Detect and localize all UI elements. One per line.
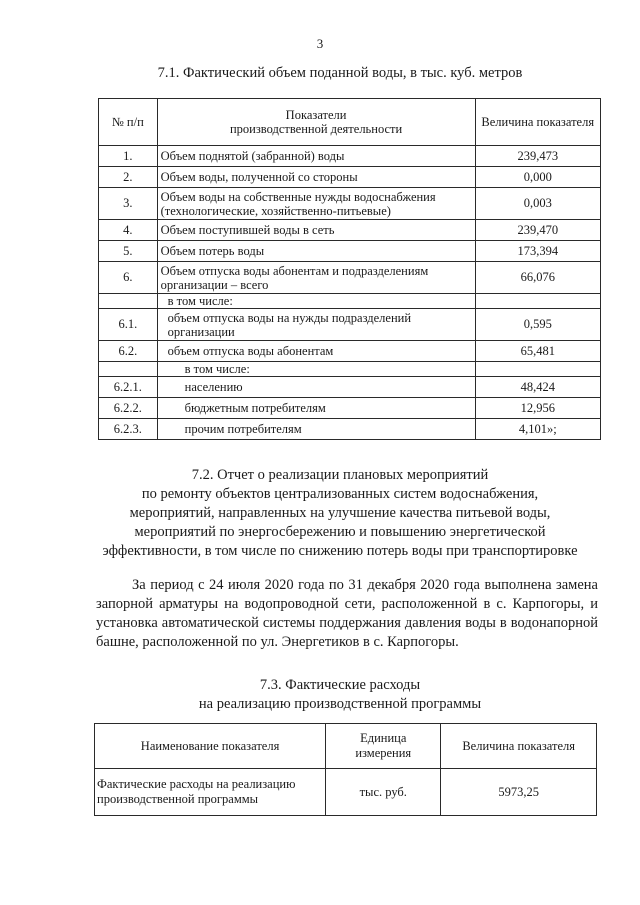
cell-indicator-line1: прочим потребителям (184, 422, 302, 436)
cell-num: 1. (99, 146, 158, 167)
header-indicator-line2: производственной деятельности (229, 122, 403, 136)
table-row (99, 241, 601, 262)
section-7-2-title-line: по ремонту объектов централизованных систем водоснабжения, (141, 486, 539, 502)
table-row (99, 262, 601, 294)
cell-num: 6. (99, 262, 158, 294)
cell-indicator (157, 188, 475, 220)
cell-indicator (157, 309, 475, 341)
cell-indicator (157, 341, 475, 362)
cell-num: 6.1. (99, 309, 158, 341)
cell-value: 173,394 (475, 241, 600, 262)
header-value: Величина показателя (475, 99, 600, 146)
table-header-row (95, 724, 597, 769)
cell-value: 66,076 (475, 262, 600, 294)
cell-indicator-line1: объем отпуска воды абонентам (167, 344, 334, 358)
section-7-1-title: 7.1. Фактический объем поданной воды, в тыс. куб. метров (157, 65, 523, 81)
table-row (99, 377, 601, 398)
table-row (99, 146, 601, 167)
header-indicator-line1: Показатели (285, 108, 347, 122)
cell-indicator (157, 398, 475, 419)
table-header-row (99, 99, 601, 146)
cell-value (475, 362, 600, 377)
cell-indicator-line1: Объем воды на собственные нужды водоснабжения (160, 189, 436, 204)
section-7-2-title (60, 466, 620, 561)
table-row (99, 419, 601, 440)
section-7-2-title-line: мероприятий по энергосбережению и повышению энергетической (134, 524, 546, 540)
table-row (99, 167, 601, 188)
header-num: № п/п (99, 99, 158, 146)
supplied-water-table-body (99, 146, 601, 440)
cell-indicator (157, 377, 475, 398)
cell-num: 3. (99, 188, 158, 220)
cell-indicator (157, 146, 475, 167)
cell-indicator-line1: Объем поступившей воды в сеть (160, 223, 335, 237)
cell-indicator-line1: Объем потерь воды (160, 244, 265, 258)
cell-value: 65,481 (475, 341, 600, 362)
page-number: 3 (316, 36, 324, 51)
cell-name-line2: производственной программы (97, 792, 259, 806)
cell-value: 12,956 (475, 398, 600, 419)
table-row (99, 294, 601, 309)
cell-indicator (157, 294, 475, 309)
cell-indicator-line1: в том числе: (167, 294, 233, 308)
cell-value: 0,000 (475, 167, 600, 188)
cell-num: 2. (99, 167, 158, 188)
cell-indicator-line2: организации – всего (160, 277, 269, 292)
cell-value: 4,101»; (475, 419, 600, 440)
cell-num: 6.2.1. (99, 377, 158, 398)
section-7-2-title-line: 7.2. Отчет о реализации плановых мероприятий (191, 467, 489, 483)
cell-indicator-line1: населению (184, 380, 243, 394)
cell-indicator-line1: Объем воды, полученной со стороны (160, 170, 358, 184)
header-unit-line1: Единица (360, 731, 407, 745)
cell-indicator (157, 419, 475, 440)
header-unit-line2: измерения (355, 746, 412, 760)
cell-num: 6.2. (99, 341, 158, 362)
cell-name (95, 769, 326, 816)
header-value: Величина показателя (441, 724, 597, 769)
cell-unit: тыс. руб. (326, 769, 441, 816)
header-name: Наименование показателя (95, 724, 326, 769)
cell-num (99, 362, 158, 377)
cell-num (99, 294, 158, 309)
table-row (99, 362, 601, 377)
cell-name-line1: Фактические расходы на реализацию (97, 777, 296, 791)
table-row (99, 341, 601, 362)
cell-indicator (157, 262, 475, 294)
cell-indicator-line1: объем отпуска воды на нужды подразделений (167, 310, 412, 325)
section-7-3-title-line1: 7.3. Фактические расходы (259, 677, 421, 693)
cell-indicator (157, 220, 475, 241)
header-indicator (157, 99, 475, 146)
table-row (99, 398, 601, 419)
section-7-2-title-line: мероприятий, направленных на улучшение качества питьевой воды, (129, 505, 551, 521)
cell-indicator (157, 241, 475, 262)
cell-value: 0,003 (475, 188, 600, 220)
cell-value (475, 294, 600, 309)
table-row (99, 220, 601, 241)
cell-num: 5. (99, 241, 158, 262)
supplied-water-table (98, 98, 601, 440)
cell-indicator-line1: бюджетным потребителям (184, 401, 326, 415)
section-7-2-title-line: эффективности, в том числе по снижению потерь воды при транспортировке (102, 543, 578, 559)
cell-indicator-line1: в том числе: (184, 362, 250, 376)
cell-indicator (157, 167, 475, 188)
cell-indicator (157, 362, 475, 377)
cell-value: 0,595 (475, 309, 600, 341)
cell-indicator-line1: Объем отпуска воды абонентам и подразделениям (160, 263, 429, 278)
section-7-3-title-line2: на реализацию производственной программы (198, 696, 482, 712)
table-row (99, 188, 601, 220)
table-row (95, 769, 597, 816)
table-row (99, 309, 601, 341)
section-7-2-paragraph: За период с 24 июля 2020 года по 31 декабря 2020 года выполнена замена запорной арматуры на водопроводной сети, расположенной в с. Карпогоры, и установка автоматической системы поддержания давления воды в водонапорной башне, расположенной по ул. Энергетиков в с. Карпогоры. (96, 577, 598, 650)
cell-value: 239,473 (475, 146, 600, 167)
cell-num: 6.2.3. (99, 419, 158, 440)
cell-indicator-line2: (технологические, хозяйственно-питьевые) (160, 203, 391, 218)
cell-value: 239,470 (475, 220, 600, 241)
section-7-3-title (60, 676, 620, 714)
cell-num: 6.2.2. (99, 398, 158, 419)
cell-value: 5973,25 (441, 769, 597, 816)
cell-num: 4. (99, 220, 158, 241)
cell-value: 48,424 (475, 377, 600, 398)
actual-expenses-table (94, 723, 597, 816)
cell-indicator-line2: организации (167, 324, 235, 339)
header-unit (326, 724, 441, 769)
cell-indicator-line1: Объем поднятой (забранной) воды (160, 149, 345, 163)
